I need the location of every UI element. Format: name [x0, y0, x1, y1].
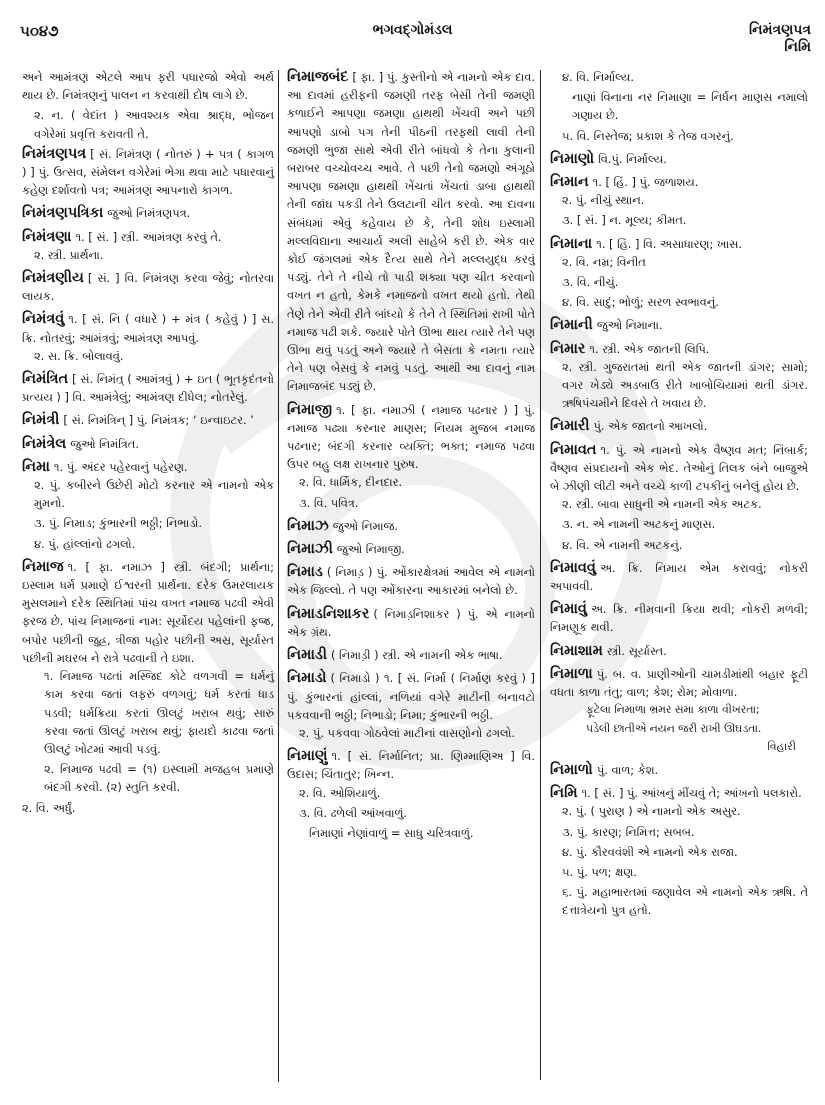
dictionary-entry [287, 605, 535, 641]
sense: ૩. વિ. નીચું. [562, 275, 619, 290]
headword: નિમાડ [287, 564, 323, 581]
column-divider [278, 70, 279, 1082]
idiom: નાણાં વિનાના નર નિમાણા = નિર્ધન માણસ નમાલો ગણાય છે. [572, 90, 808, 123]
headword: નિમંત્રિત [22, 371, 69, 388]
definition: ૧. [ ફા. નમાઝી ( નમાજ પઢનાર ) ] પું. નમાજ પઢ્યા કરનાર માણસ; નિયમ મુજબ નમાજ પઢનાર; બંદગી કરનાર વ્યક્તિ; ભક્ત; નમાજ પઢવા ઉપર બહુ લક્ષ રાખનાર પુરુષ. [287, 402, 535, 472]
headword: નિમાળા [550, 665, 593, 682]
dictionary-entry [287, 540, 535, 558]
sense: ૨. પું. પકવવા ગોઠવેલાં માટીનાં વાસણોનો ઢગલો. [299, 725, 516, 740]
sense: ૨. સ્ત્રી. પ્રાર્થના. [34, 247, 104, 262]
definition: ૧. [ સં. ] સ્ત્રી. આમંત્રણ કરવું તે. [75, 229, 222, 244]
quotation-line: પડેલી છાતીએ નયન જરી રાખી ઊઘડતા. [586, 721, 762, 735]
sense: ૩. [ સં. ] ન. મૂલ્ય; કીમત. [562, 213, 687, 228]
definition: ૧. [ હિં. ] વિ. અસાધારણ; ખાસ. [596, 236, 742, 251]
headword: નિમિ [550, 785, 578, 802]
definition: પું. એક જાતનો આખલો. [593, 419, 708, 434]
headword: નિમાજ [22, 558, 64, 575]
dictionary-entry [22, 204, 274, 222]
column-2 [287, 68, 535, 847]
idiom: ૧. નિમાજ પઢતાં મસ્જિદ કોટે વળગવી = ધર્મનું કામ કરવા જતાં લફરું વળગવું; ધર્મ કરતાં ધાડ પડવી; ધર્મક્રિયા કરતાં ઊલટું ખરાબ થવું; સારું કરવા જતાં ઊલટું ખરાબ થવું; ફાયદો કાઢવા જતાં ઊલટું ખોટમાં આવી પડવું. [44, 669, 274, 756]
definition: ૧. [ હિં. ] પું. જળાશય. [592, 175, 699, 190]
quotation-attribution: વિહારી [767, 739, 796, 753]
cross-reference: જુઓ નિમાજ. [332, 518, 398, 533]
sense: ૨. સ્ત્રી. ગુજરાતમાં થતી એક જાતની ડાંગર; સામો; વગર ખેડ્યે અડબાઉ રીતે ખાબોચિયામાં થતી ડાંગર. ઋષિપંચમીને દિવસે તે ખવાય છે. [562, 359, 808, 411]
headword: નિમાના [550, 235, 593, 252]
dictionary-entry [550, 340, 808, 413]
definition: અ. ક્રિ. નિમાય એમ કરાવવું; નોકરી અપાવવી. [550, 560, 808, 594]
sense: ૩. પું. નિમાડ; કુંભારની ભઠ્ઠી; નિભાડો. [34, 516, 202, 531]
definition: ( નિમાડ઼ ) પું. ઓંકારક્ષેત્રમાં આવેલ એ નામનો એક જિલ્લો. તે પણ ઓંકારના આકારમાં બનેલો છે. [287, 565, 535, 598]
headword: નિમાડનિશાકર [287, 605, 370, 622]
column-divider [540, 70, 541, 1080]
headword: નિમાની [550, 317, 593, 334]
dictionary-entry [22, 411, 274, 429]
headword: નિમંત્રવું [22, 311, 65, 328]
dictionary-entry [550, 235, 808, 312]
dictionary-entry [550, 316, 808, 334]
definition: અ. ક્રિ. નીમવાની ક્રિયા થવી; નોકરી મળવી; નિમણૂક થવી. [550, 602, 808, 635]
quotation-line: ફૂટેલા નિમાળા ભ્રમર સમા કાળા વીખરતા; [586, 703, 760, 717]
headword: નિમાજી [287, 401, 333, 418]
dictionary-entry [287, 646, 535, 664]
cross-reference: જુઓ નિમંત્રણપત્ર. [107, 206, 191, 221]
headword: નિમાઝી [287, 541, 333, 558]
cross-reference: જુઓ નિમાના. [596, 318, 663, 333]
headword: નિમંત્રણપત્રિકા [22, 205, 104, 222]
dictionary-entry [550, 600, 808, 636]
definition: પું. બ. વ. પ્રાણીઓની ચામડીમાંથી બહાર ફૂટી વધતા કાળા તંતુ; વાળ; કેશ; રોમ; મોવાળા. [550, 666, 808, 700]
dictionary-entry [550, 417, 808, 435]
headword: નિમંત્રણપત્ર [22, 145, 87, 162]
headword: નિમારી [550, 418, 590, 435]
dictionary-entry [22, 269, 274, 305]
page-number: ૫૦૪૭ [20, 22, 59, 40]
headword: નિમાવવું [550, 559, 596, 576]
headword: નિમાશામ [550, 642, 603, 659]
headword: નિમંત્રેલ [22, 435, 67, 452]
sense: ૪. વિ. એ નામની અટકનું. [562, 537, 683, 552]
sense: ૪. વિ. સાદું; ભોળું; સરળ સ્વભાવનું. [562, 295, 719, 310]
definition: ( નિમાડ઼ી ) સ્ત્રી. એ નામની એક ભાષા. [330, 648, 503, 663]
sense: ૨. વિ. અર્ધું. [22, 800, 76, 815]
sense: ૪. પું. હાંલ્લાંનો ઢગલો. [34, 536, 136, 551]
headword: નિમાણું [287, 748, 328, 765]
dictionary-entry [287, 68, 535, 396]
headword: નિમાજબંદ [287, 69, 349, 85]
headword: નિમંત્રણીય [22, 270, 84, 287]
column-3 [550, 68, 808, 925]
sense: ૨. વિ. નમ્ર; વિનીત [562, 254, 646, 269]
sense: ૪. પું. કૌરવવંશી એ નામનો એક રાજા. [562, 844, 738, 859]
dictionary-entry [550, 642, 808, 660]
page-header [0, 0, 825, 60]
dictionary-entry [287, 747, 535, 842]
definition: [ સં. નિમંત્રણ ( નોતરું ) + પત્ર ( કાગળ ) ] પું. ઉત્સવ, સંમેલન વગેરેમાં ભેગા થવા માટે પધારવાનું કહેણ દર્શાવતો પત્ર; આમંત્રણ આપનારો કાગળ. [22, 146, 274, 198]
cross-reference: જુઓ નિમંત્રિત. [70, 436, 139, 451]
sense: ૪. વિ. નિર્માલ્ય. [562, 70, 634, 84]
definition: ( નિમાડો ) ૧. [ સં. નિર્મા ( નિર્માણ કરવું ) ] પું. કુંભારનાં હાંલ્લાં, નળિયાં વગેરે માટીની બનાવટો પકવવાની ભઠ્ઠી; નિભાડો; નિમા; કુંભારની ભઠ્ઠી. [287, 671, 535, 722]
definition: ૧. [ સં. નિ ( વધારે ) + મંત્ર ( કહેવું ) ] સ. ક્રિ. નોતરવું; આમંત્રવું; આમંત્રણ આપવું. [22, 312, 274, 345]
dictionary-entry [22, 228, 274, 264]
sense: ૨. પું. ( પુરાણ ) એ નામનો એક અસુર. [562, 804, 741, 819]
headword: નિમંત્રણા [22, 228, 72, 245]
headword: નિમાળો [550, 761, 593, 778]
dictionary-entry [22, 558, 274, 817]
guide-words [749, 22, 811, 56]
definition: [ સં. નિમંત્રિન્ ] પું. નિમંત્રક; ‘ ઇન્વાઇટર. ’ [63, 413, 254, 428]
definition: ૧. પું. એ નામનો એક વૈષ્ણવ મત; નિંબાર્ક; વૈષ્ણવ સંપ્રદાયનો એક ભેદ. તેઓનું તિલક બંને બાજુએ બે ઝીણી લીટી અને વચ્ચે કાળી ટપકીનું બનેલું હોય છે. [550, 442, 808, 494]
dictionary-entry [287, 517, 535, 535]
dictionary-entry [550, 150, 808, 168]
book-title: ભગવદ્ગોમંડલ [372, 22, 453, 38]
dictionary-entry [287, 669, 535, 742]
dictionary-entry [550, 173, 808, 230]
definition: [ સં. નિમંત્ર્ ( આમંત્રવું ) + ઇત ( ભૂતકૃદંતનો પ્રત્યય ) ] વિ. આમંત્રેલું; આમંત્રણ દીધેલ; નોતરેલું. [22, 372, 274, 405]
sense: ૨. વિ. ઓશિયાળું. [299, 785, 381, 800]
guide-word-last: નિમિ [784, 39, 811, 55]
sense: ૩. ન. એ નામની અટકનું માણસ. [562, 517, 716, 532]
headword: નિમાન [550, 174, 589, 191]
headword: નિમાડો [287, 670, 327, 687]
sense: ૫. વિ. નિસ્તેજ; પ્રકાશ કે તેજ વગરનું. [562, 128, 734, 143]
dictionary-entry [550, 784, 808, 919]
headword: નિમાડી [287, 647, 327, 664]
definition: ૧. સ્ત્રી. એક જાતની લિપિ. [589, 341, 710, 356]
definition: ( નિમાડ઼નિશાકર ) પું. એ નામનો એક ગ્રંથ. [287, 606, 535, 639]
sense: ૬. પું. મહાભારતમાં જણાવેલ એ નામનો એક ઋષિ. તે દત્તાત્રેયનો પુત્ર હતો. [562, 885, 808, 918]
dictionary-entry [287, 563, 535, 599]
idiom: નિમાણાં નેણાંવાળું = સાધુ ચરિત્રવાળું. [309, 825, 474, 840]
dictionary-entry [22, 145, 274, 200]
sense: ૫. પું. પળ; ક્ષણ. [562, 864, 637, 879]
idiom: ૨. નિમાજ પઢવી = (૧) ઇસ્લામી મજહબ પ્રમાણે બંદગી કરવી. (૨) સ્તુતિ કરવી. [44, 762, 274, 795]
continuation-text: અને આમંત્રણ એટલે આપ ફરી પધારજો એવો અર્થ થાય છે. નિમંત્રણનું પાલન ન કરવાથી દોષ લાગે છે. [22, 70, 274, 103]
sense: ૨. પું. નીચું સ્થાન. [562, 193, 645, 208]
headword: નિમાર [550, 340, 586, 357]
definition: ૧. [ ફા. નમાઝ ] સ્ત્રી. બંદગી; પ્રાર્થના; ઇસ્લામ ધર્મ પ્રમાણે ઈશ્વરની પ્રાર્થના. દરેક ઉમરલાયક મુસલમાને દરેક સ્થિતિમાં પાંચ વખત નમાજ પઢવી એવી ફરજ છે. પાંચ નિમાજનાં નામ: સૂર્યોદય પહેલાંની ફજ્ર, બપોર પછીની જુહ્ર, ત્રીજા પહોર પછીની અસ્ર, સૂર્યાસ્ત પછીની મઘરબ ને રાત્રે પઢવાની તે ઇશા. [22, 559, 274, 665]
sense: ૨. પું. કબીરને ઉછેરી મોટો કરનાર એ નામનો એક મુમનો. [34, 478, 274, 511]
dictionary-entry [22, 458, 274, 553]
dictionary-entry [22, 435, 274, 453]
sense: ૨. સ્ત્રી. બાવા સાધુની એ નામની એક અટક. [562, 497, 762, 512]
dictionary-entry [287, 401, 535, 512]
dictionary-entry [22, 370, 274, 406]
dictionary-entry [550, 665, 808, 756]
definition: ૧. [ સં. નિર્માનિત; પ્રા. ણિમ્માણિઅ ] વિ. ઉદાસ; ચિંતાતુર; ખિન્ન. [287, 749, 535, 782]
headword: નિમાણો [550, 150, 595, 167]
cross-reference: જુઓ નિમાજી. [336, 542, 405, 557]
sense: ૩. વિ. પવિત્ર. [299, 495, 359, 510]
dictionary-entry [550, 559, 808, 595]
definition: ૧. પું. અંદર પહેરવાનું પહેરણ. [53, 459, 188, 474]
sense: ૩. વિ. ઢળેલી આંખવાળું. [299, 805, 408, 820]
headword: નિમા [22, 458, 50, 475]
definition: [ ફા. ] પું. કુસ્તીનો એ નામનો એક દાવ. આ દાવમાં હરીફની જમણી તરફ બેસી તેની જમણી કળાઈને આપણા જમણા હાથથી ખેંચવી અને પછી આપણો ડાબો પગ તેની પીઠની તરફથી લાવી તેની જમણી ભુજા સાથે એવી રીતે બાંધવો કે તેના કુલાની બરાબર વચ્ચોવચ્ચ આવે. તે પછી તેનો જમણો અંગૂઠો આપણા જમણા હાથથી ખેંચતાં ખેંચતાં ડાબા હાથથી તેની જાંઘ પકડી તેને ઉલટાની ચીત કરવો. આ દાવના સંબંધમાં એવું કહેવાય છે કે, તેની શોધ ઇસ્લામી મલ્લવિદ્યાના આચાર્ય અલી સાહેબે કરી છે. એક વાર કોઈ જંગલમાં એક દૈત્ય સાથે તેને મલ્લયુદ્ધ કરવું પડ્યું. તેને તે નીચે તો પાડી શક્યા પણ ચીત કરવાનો વખત ન હતો, કેમકે નમાજનો વખત થયો હતો. તેથી તેણે તેને એવી રીતે બાંધ્યો કે તેને તે સ્થિતિમાં રાખી પોતે નમાજ પઢી શકે. જ્યારે પોતે ઊભા થાય ત્યારે તેને પણ ઊભા થવું પડતું અને જ્યારે તે બેસતા કે નમતા ત્યારે તેને પણ બેસવું કે નમવું પડતું. આથી આ દાવનું નામ નિમાજબંદ પડ્યું છે. [287, 70, 535, 394]
definition: પું. વાળ; કેશ. [596, 762, 659, 777]
sense: ૩. પું. કારણ; નિમિત્ત; સબબ. [562, 824, 695, 839]
column-1 [22, 68, 274, 822]
sense: ૨. ન. ( વેદાંત ) આવશ્યક એવા શ્રાદ્ધ, ભોજન વગેરેમાં પ્રવૃત્તિ કરાવતી તે. [34, 108, 274, 141]
sense: ૨. સ. ક્રિ. બોલાવવું. [34, 348, 124, 363]
definition: ૧. [ સં. ] પું. આંખનું મીંચવું તે; આંખનો પલકારો. [581, 786, 802, 801]
definition: [ સં. ] વિ. નિમંત્રણ કરવા જેવું; નોતરવા લાયક. [22, 271, 274, 304]
dictionary-entry [550, 761, 808, 779]
dictionary-entry [22, 310, 274, 365]
headword: નિમાવત [550, 441, 597, 458]
dictionary-entry [550, 441, 808, 554]
headword: નિમંત્રી [22, 412, 60, 429]
guide-word-first: નિમંત્રણપત્ર [749, 22, 811, 38]
definition: સ્ત્રી. સૂર્યાસ્ત. [606, 643, 667, 658]
headword: નિમાઝ [287, 517, 329, 534]
sense: ૨. વિ. ધાર્મિક, દીનદાર. [299, 475, 403, 490]
headword: નિમાવું [550, 601, 587, 618]
definition: વિ.પું. નિર્માલ્ય. [598, 151, 667, 166]
